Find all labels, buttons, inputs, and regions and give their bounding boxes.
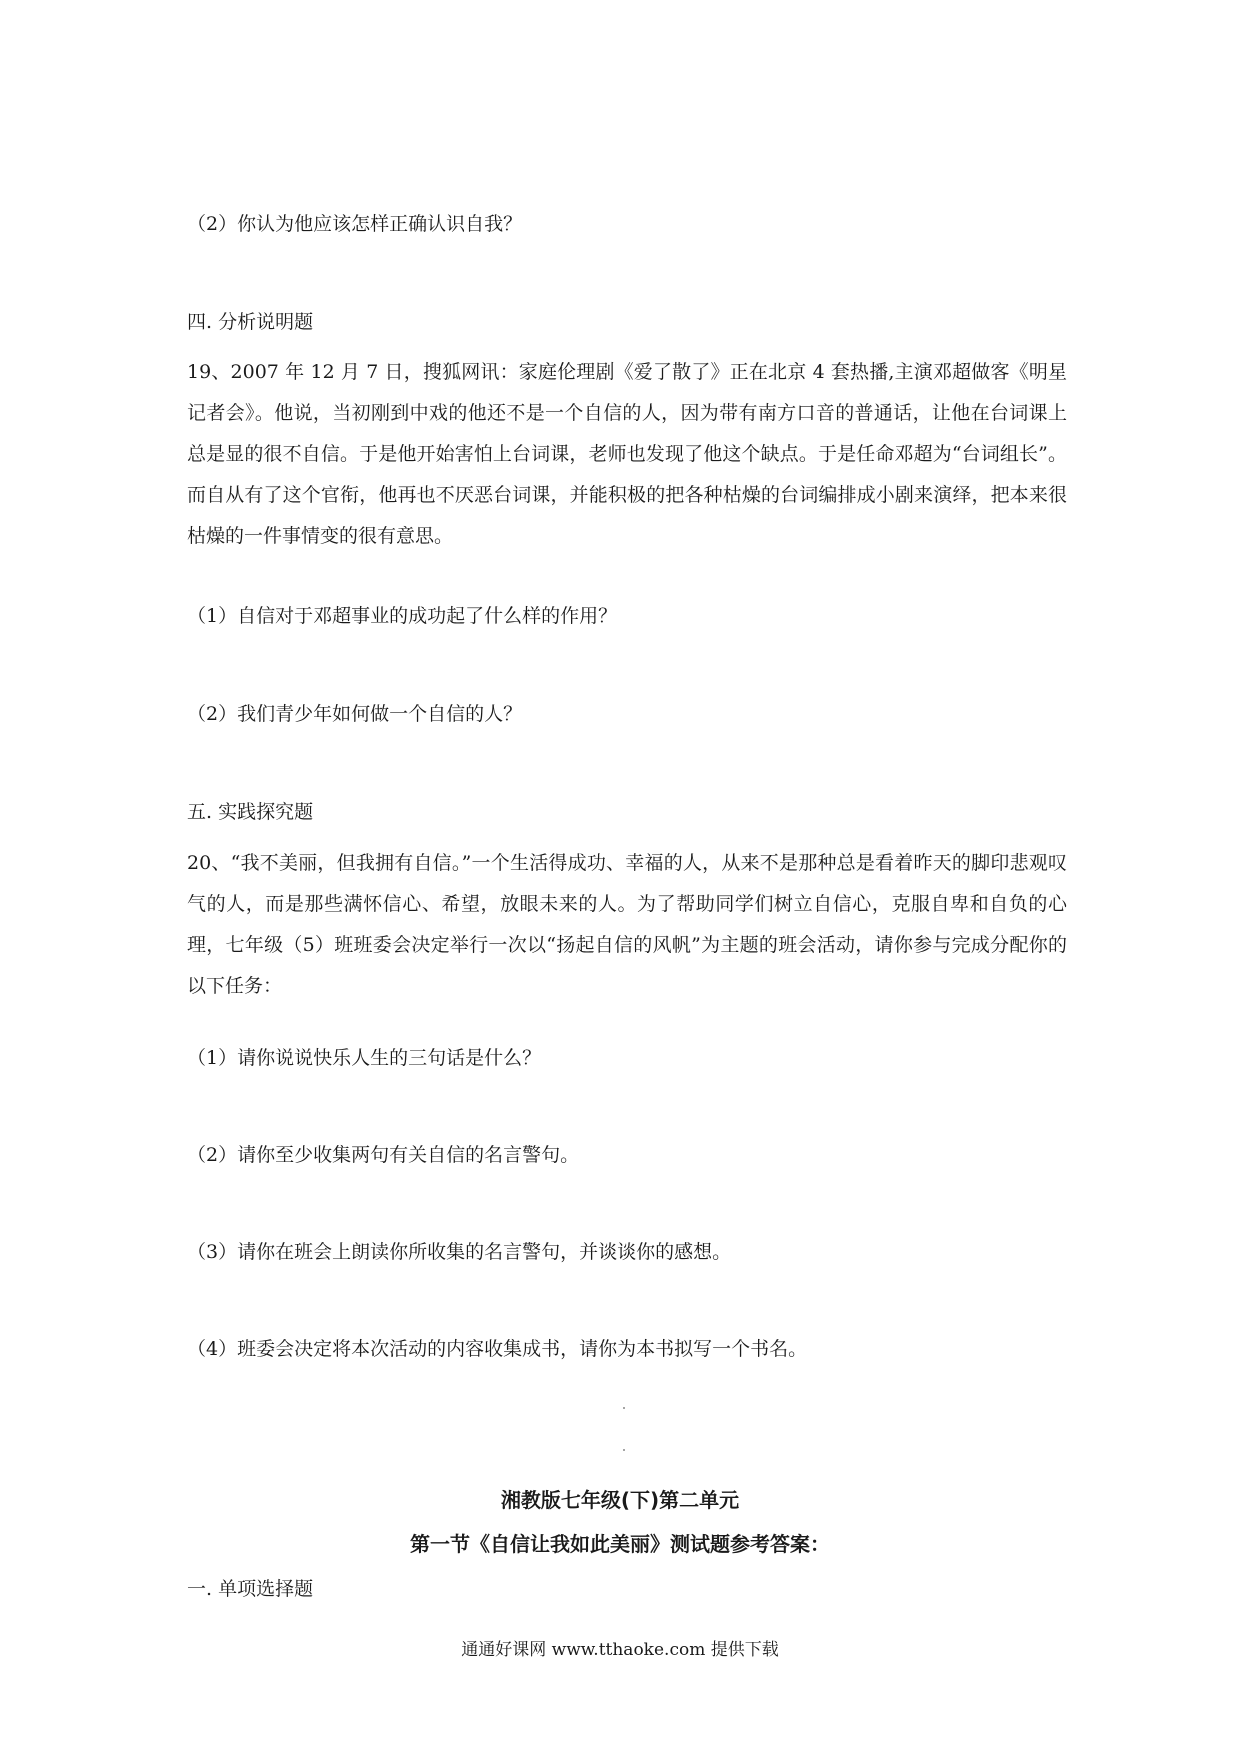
- scan-speck: [623, 1407, 625, 1409]
- answers-heading-1: 一. 单项选择题: [187, 1578, 314, 1600]
- page-footer: 通通好课网 www.tthaoke.com 提供下载: [461, 1640, 779, 1660]
- q20-sub1: （1）请你说说快乐人生的三句话是什么？: [187, 1047, 542, 1069]
- answers-title-unit: 湘教版七年级(下)第二单元: [500, 1488, 740, 1512]
- section5-heading: 五. 实践探究题: [187, 801, 314, 823]
- q18-sub2: （2）你认为他应该怎样正确认识自我？: [187, 213, 523, 235]
- q20-text: 20、“我不美丽，但我拥有自信。”一个生活得成功、幸福的人，从来不是那种总是看着昨天的脚印悲观叹气的人，而是那些满怀信心、希望，放眼未来的人。为了帮助同学们树立自信心，克服自卑和自负的心理，七年级（5）班班委会决定举行一次以“扬起自信的风帆”为主题的班会活动，请你参与完成分配你的以下任务：: [187, 852, 1067, 997]
- section4-heading: 四. 分析说明题: [187, 311, 314, 333]
- q20-sub2: （2）请你至少收集两句有关自信的名言警句。: [187, 1144, 580, 1166]
- q19-sub2: （2）我们青少年如何做一个自信的人？: [187, 703, 523, 725]
- q19-text: 19、2007 年 12 月 7 日，搜狐网讯：家庭伦理剧《爱了散了》正在北京 4 套热播,主演邓超做客《明星记者会》。他说，当初刚到中戏的他还不是一个自信的人，因为带有南方口音的普通话，让他在台词课上总是显的很不自信。于是他开始害怕上台词课，老师也发现了他这个缺点。于是任命邓超为“台词组长”。而自从有了这个官衔，他再也不厌恶台词课，并能积极的把各种枯燥的台词编排成小剧来演绎，把本来很枯燥的一件事情变的很有意思。: [187, 361, 1067, 547]
- q19-sub1: （1）自信对于邓超事业的成功起了什么样的作用？: [187, 605, 618, 627]
- answers-title-section: 第一节《自信让我如此美丽》测试题参考答案：: [410, 1532, 830, 1556]
- q20-sub4: （4）班委会决定将本次活动的内容收集成书，请你为本书拟写一个书名。: [187, 1338, 808, 1360]
- q20-sub3: （3）请你在班会上朗读你所收集的名言警句，并谈谈你的感想。: [187, 1241, 732, 1263]
- scan-speck: [623, 1449, 625, 1451]
